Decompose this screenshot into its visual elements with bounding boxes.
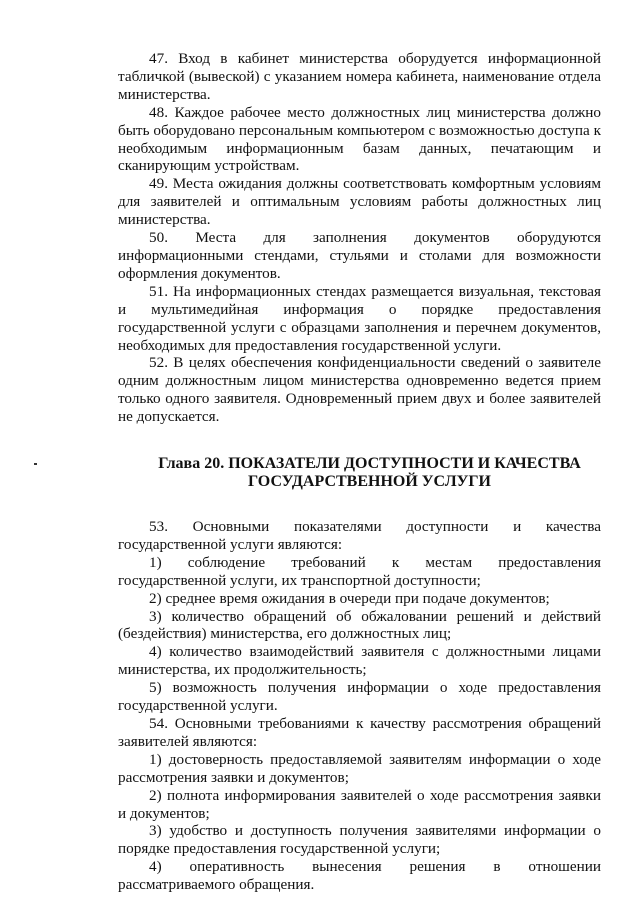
chapter-heading-line-2: ГОСУДАРСТВЕННОЙ УСЛУГИ [248, 473, 491, 491]
list-item-54-3: 3) удобство и доступность получения заявителями информации о порядке предоставления государственной услуги; [118, 822, 601, 858]
paragraph-49: 49. Места ожидания должны соответствовать комфортным условиям для заявителей и оптимальным условиям работы должностных лиц министерства. [118, 175, 601, 229]
list-item-53-3: 3) количество обращений об обжаловании решений и действий (бездействия) министерства, его должностных лиц; [118, 607, 601, 643]
paragraph-50: 50. Места для заполнения документов оборудуются информационными стендами, стульями и столами для возможности оформления документов. [118, 229, 601, 282]
paragraph-48: 48. Каждое рабочее место должностных лиц министерства должно быть оборудовано персональным компьютером с возможностью доступа к необходимым информационным базам данных, печатающим и сканирующим устройствам. [118, 103, 601, 175]
list-item-54-1: 1) достоверность предоставляемой заявителям информации о ходе рассмотрения заявки и документов; [118, 750, 601, 786]
paragraph-53: 53. Основными показателями доступности и качества государственной услуги являются: [118, 518, 601, 553]
paragraph-47: 47. Вход в кабинет министерства оборудуется информационной табличкой (вывеской) с указанием номера кабинета, наименование отдела министерства. [118, 50, 601, 103]
list-item-53-5: 5) возможность получения информации о ходе предоставления государственной услуги. [118, 679, 601, 715]
paragraph-52: 52. В целях обеспечения конфиденциальности сведений о заявителе одним должностным лицом министерства одновременно ведется прием только одного заявителя. Одновременный прием двух и более заявителей не допускается. [118, 354, 601, 426]
list-item-53-2: 2) среднее время ожидания в очереди при подаче документов; [149, 589, 550, 607]
paragraph-51: 51. На информационных стендах размещается визуальная, текстовая и мультимедийная информация о порядке предоставления государственной услуги с образцами заполнения и перечнем документов, необходимых для предоставления государственной услуги. [118, 282, 601, 354]
paragraph-54: 54. Основными требованиями к качеству рассмотрения обращений заявителей являются: [118, 715, 601, 750]
list-item-53-1: 1) соблюдение требований к местам предоставления государственной услуги, их транспортной доступности; [118, 553, 601, 589]
margin-mark [34, 463, 37, 465]
list-item-54-4: 4) оперативность вынесения решения в отношении рассматриваемого обращения. [118, 858, 601, 894]
chapter-heading-line-1: Глава 20. ПОКАЗАТЕЛИ ДОСТУПНОСТИ И КАЧЕСТВА [158, 455, 581, 473]
list-item-54-2: 2) полнота информирования заявителей о ходе рассмотрения заявки и документов; [118, 786, 601, 822]
list-item-53-4: 4) количество взаимодействий заявителя с должностными лицами министерства, их продолжительность; [118, 643, 601, 679]
document-page [118, 50, 601, 894]
chapter-heading [118, 455, 601, 491]
